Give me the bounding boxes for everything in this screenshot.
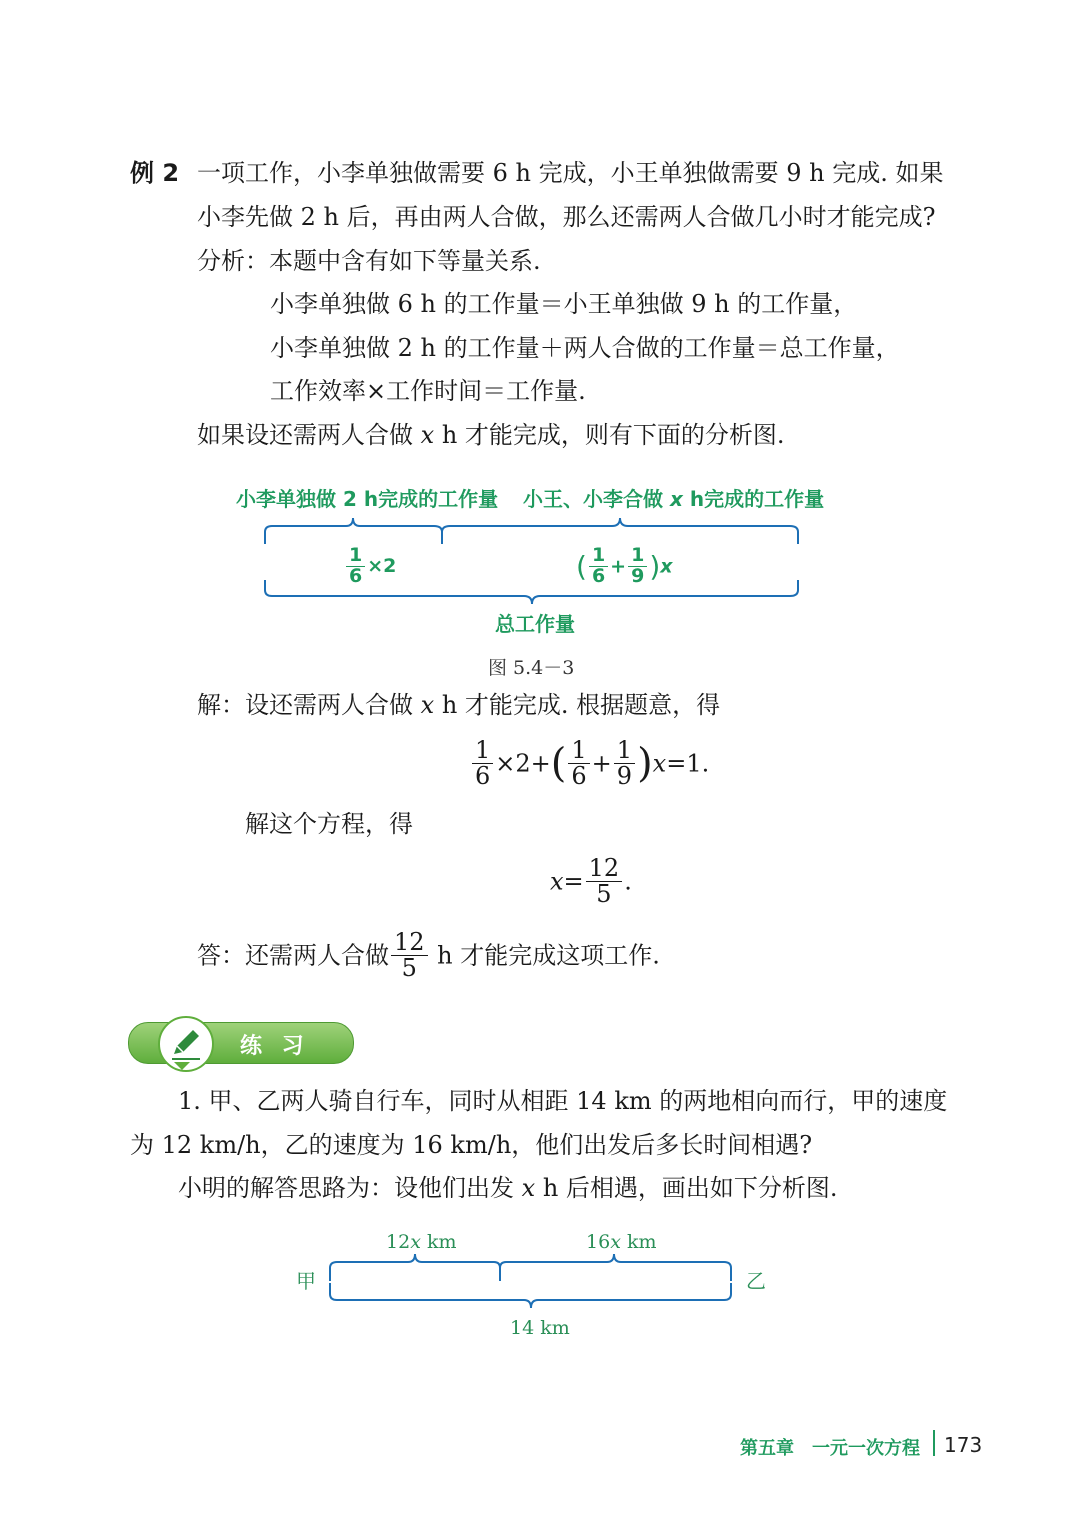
figure1-caption: 图 5.4－3 xyxy=(488,657,575,679)
figure2-left-end: 甲 xyxy=(296,1269,316,1293)
figure1-brace-right-top xyxy=(442,518,798,544)
analysis-intro: 分析：本题中含有如下等量关系. xyxy=(197,247,541,275)
variable-x: x xyxy=(420,421,435,449)
practice-q1-line1: 1. 甲、乙两人骑自行车，同时从相距 14 km 的两地相向而行，甲的速度 xyxy=(178,1087,948,1115)
setup-sentence: 如果设还需两人合做 x h 才能完成，则有下面的分析图. xyxy=(197,421,785,449)
footer-divider xyxy=(933,1430,935,1456)
solution-equation: $\frac{1}{6}$ ×2+( $\frac{1}{6}$ + $\frac{1}{9}$ )x=1. xyxy=(470,738,709,789)
relation-1: 小李单独做 6 h 的工作量＝小王单独做 9 h 的工作量， xyxy=(270,290,858,318)
practice-q1-line3: 小明的解答思路为：设他们出发 x h 后相遇，画出如下分析图. xyxy=(178,1174,838,1202)
problem-line-2: 小李先做 2 h 后，再由两人合做，那么还需两人合做几小时才能完成? xyxy=(197,203,936,231)
figure1-top-right-label: 小王、小李合做 x h完成的工作量 xyxy=(523,487,825,511)
answer-sentence: 答：还需两人合做 $\frac{12}{5}$ h 才能完成这项工作. xyxy=(197,928,660,983)
footer-chapter: 第五章 一元一次方程 xyxy=(740,1438,920,1459)
problem-line-1: 一项工作，小李单独做需要 6 h 完成，小王单独做需要 9 h 完成. 如果 xyxy=(197,159,944,187)
figure2-total-label: 14 km xyxy=(510,1317,570,1339)
figure2-seg1-label: 12x km xyxy=(386,1231,457,1253)
relation-3: 工作效率×工作时间＝工作量. xyxy=(270,377,586,405)
practice-q1-line2: 为 12 km/h，乙的速度为 16 km/h，他们出发后多长时间相遇? xyxy=(130,1131,813,1159)
practice-title: 练 习 xyxy=(240,1034,310,1059)
figure1-top-left-label: 小李单独做 2 h完成的工作量 xyxy=(236,487,499,511)
example-label: 例 2 xyxy=(130,159,180,187)
figure1-brace-left-top xyxy=(265,518,442,544)
relation-2: 小李单独做 2 h 的工作量＋两人合做的工作量＝总工作量， xyxy=(270,334,900,362)
figure1-bottom-label: 总工作量 xyxy=(495,612,575,636)
figure2-brace-seg2 xyxy=(500,1254,731,1281)
figure2-right-end: 乙 xyxy=(746,1269,766,1293)
page-number: 173 xyxy=(944,1433,983,1457)
figure1-right-expr: ( $\frac{1}{6}$ + $\frac{1}{9}$ )x xyxy=(576,544,673,587)
figure2-brace-total xyxy=(330,1283,731,1308)
figure2-seg2-label: 16x km xyxy=(586,1231,657,1253)
solution-intro: 解：设还需两人合做 x h 才能完成. 根据题意，得 xyxy=(197,691,721,719)
practice-banner xyxy=(128,1018,352,1068)
figure1-left-expr: $\frac{1}{6}$ ×2 xyxy=(344,546,396,587)
solve-text: 解这个方程，得 xyxy=(245,810,413,838)
solution-result: x= $\frac{12}{5}$ . xyxy=(550,854,632,909)
figure2-brace-seg1 xyxy=(330,1254,500,1281)
